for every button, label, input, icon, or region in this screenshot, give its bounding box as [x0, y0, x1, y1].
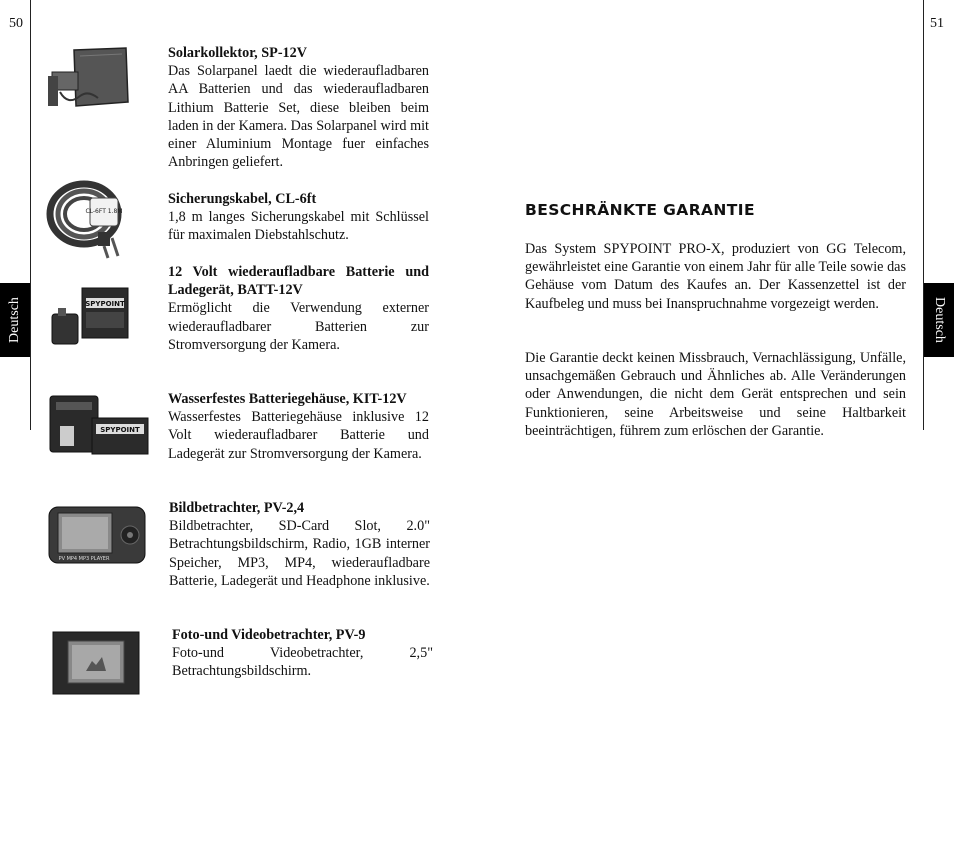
accessory-item	[168, 263, 429, 354]
battery-brand-label: SPYPOINT	[100, 426, 140, 434]
viewer-model-label: PV MP4 MP3 PLAYER	[58, 556, 110, 562]
language-tab-left	[0, 283, 30, 357]
video-viewer-image	[52, 631, 140, 695]
accessory-item	[172, 626, 433, 681]
language-tab-label: Deutsch	[7, 297, 22, 343]
accessory-item	[168, 390, 429, 463]
accessory-item	[168, 190, 429, 245]
solar-panel-image	[46, 46, 130, 112]
picture-viewer-image	[48, 505, 148, 565]
language-tab-right	[924, 283, 954, 357]
warranty-paragraph: Die Garantie deckt keinen Missbrauch, Vernachlässigung, Unfälle, unsachgemäßen Gebrauch und Ähnliches ab. Alle Veränderungen oder Anwendungen, die nicht dem Gerät entsprechen und sein Funktionieren, seine Arbeitsweise und seine Haltbarkeit beeinträchtigen, führem zum erlöschen der Garantie.	[525, 350, 906, 439]
battery-charger-image	[46, 284, 132, 350]
accessory-title: Wasserfestes Batteriegehäuse, KIT-12V	[168, 391, 407, 407]
accessory-description: Foto-und Videobetrachter, 2,5" Betrachtungsbildschirm.	[172, 645, 433, 680]
page-number-left: 50	[9, 16, 23, 31]
accessory-description: 1,8 m langes Sicherungskabel mit Schlüssel für maximalen Diebstahlschutz.	[168, 209, 429, 244]
language-tab-label: Deutsch	[932, 297, 947, 343]
accessory-description: Das Solarpanel laedt die wiederaufladbaren AA Batterien und das wiederaufladbaren Lithium Batterie Set, diese bleiben beim laden in der Kamera. Das Solarpanel wird mit einer Aluminium Montage fuer einfaches Anbringen geliefert.	[168, 63, 429, 171]
cable-tag-label: CL-6FT 1.8M	[85, 208, 123, 215]
accessory-title: Solarkollektor, SP-12V	[168, 45, 307, 61]
accessory-title: Sicherungskabel, CL-6ft	[168, 191, 317, 207]
accessory-title: Bildbetrachter, PV-2,4	[169, 500, 305, 516]
accessory-item	[169, 499, 430, 590]
accessory-description: Bildbetrachter, SD-Card Slot, 2.0" Betrachtungsbildschirm, Radio, 1GB interner Speicher, MP3, MP4, wiederaufladbare Batterie, Ladegerät und Headphone inklusive.	[169, 518, 430, 589]
warranty-paragraph: Das System SPYPOINT PRO-X, produziert von GG Telecom, gewährleistet eine Garantie von einem Jahr für alle Teile sowie das Gehäuse vom Datum des Kaufes an. Der Kassenzettel ist der Kaufbeleg und muss bei Inanspruchnahme vorgezeigt werden.	[525, 241, 906, 312]
accessory-description: Wasserfestes Batteriegehäuse inklusive 12 Volt wiederaufladbarer Batterie und Ladegerät zur Stromversorgung der Kamera.	[168, 409, 429, 462]
accessory-title: 12 Volt wiederaufladbare Batterie und Ladegerät, BATT-12V	[168, 264, 429, 299]
accessory-title: Foto-und Videobetrachter, PV-9	[172, 627, 366, 643]
accessory-description: Ermöglicht die Verwendung externer wiederaufladbarer Batterien zur Stromversorgung der Kamera.	[168, 300, 429, 353]
battery-brand-label: SPYPOINT	[85, 300, 125, 308]
page-number-right: 51	[930, 16, 944, 31]
right-margin-rule	[923, 0, 924, 430]
left-margin-rule	[30, 0, 31, 430]
warranty-heading: BESCHRÄNKTE GARANTIE	[525, 201, 755, 219]
accessory-item	[168, 44, 429, 171]
security-cable-image	[46, 180, 132, 262]
battery-box-image	[46, 390, 150, 458]
